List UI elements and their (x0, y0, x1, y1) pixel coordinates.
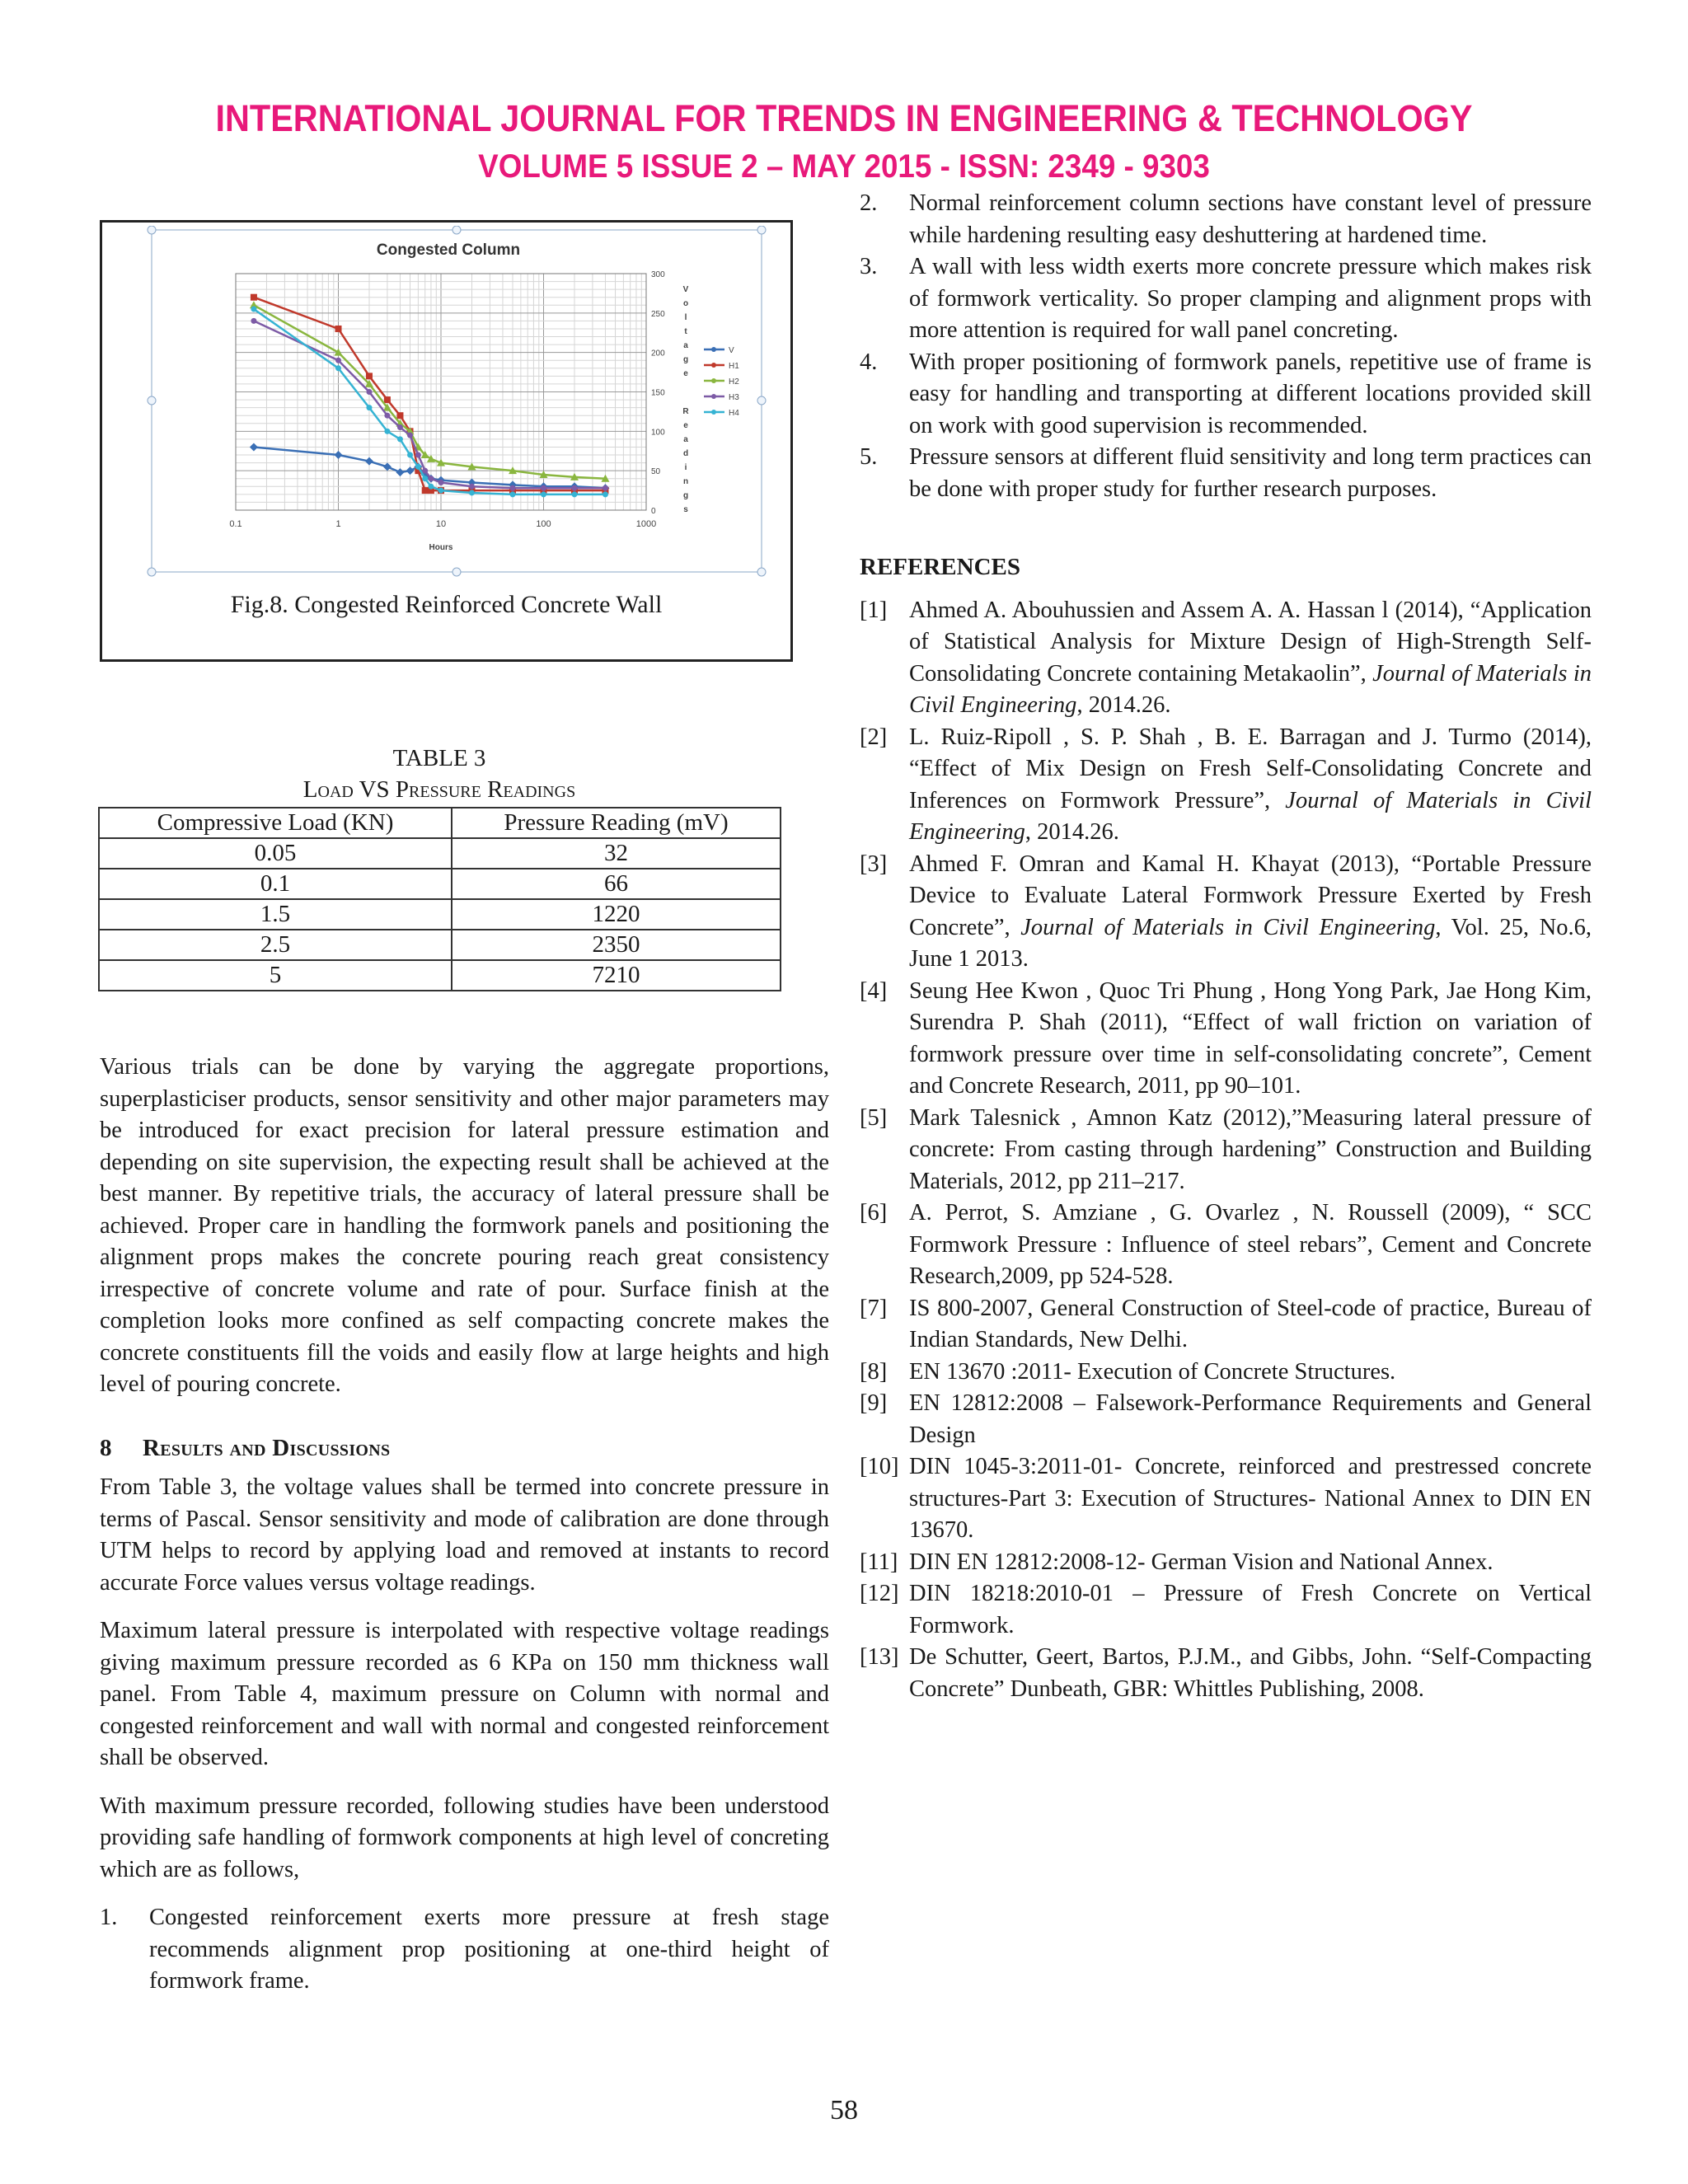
frame-handle (148, 568, 156, 576)
y-axis-label: V (682, 285, 689, 294)
list-item (100, 1902, 829, 1998)
x-axis-label: Hours (429, 543, 453, 552)
table-cell: 32 (452, 838, 781, 869)
table-cell: 5 (99, 960, 452, 991)
data-point (335, 326, 342, 332)
data-point (603, 485, 608, 491)
data-point (384, 396, 391, 403)
list-text: Congested reinforcement exerts more pressure at fresh stage recommends alignment prop positioning at one-third height of formwork frame. (149, 1905, 829, 1994)
table-cell: 2350 (452, 930, 781, 960)
legend-marker (711, 410, 716, 415)
data-point (251, 307, 256, 312)
x-tick-label: 0.1 (229, 519, 242, 529)
table-subtitle: Load VS Pressure Readings (302, 776, 576, 803)
table-header: Pressure Reading (mV) (452, 808, 781, 838)
y-tick-label: 50 (651, 467, 661, 477)
data-point (469, 484, 475, 490)
data-point (397, 436, 403, 442)
page-number: 58 (830, 2095, 858, 2125)
reference-text: DIN EN 12812:2008-12- German Vision and National Annex. (909, 1549, 1493, 1575)
reference-number: [8] (860, 1358, 888, 1385)
table-cell: 2.5 (99, 930, 452, 960)
y-axis-label: t (684, 327, 687, 336)
list-number: 4. (860, 349, 878, 375)
data-point (541, 485, 546, 491)
list-number: 5. (860, 444, 878, 470)
reference-item (860, 595, 1592, 722)
legend-marker (711, 347, 716, 352)
table-header-row (99, 808, 781, 838)
references-list (860, 595, 1592, 1706)
reference-number: [4] (860, 977, 888, 1004)
reference-item (860, 1547, 1592, 1579)
x-tick-label: 1 (335, 519, 341, 529)
reference-item (860, 1642, 1592, 1705)
list-number: 3. (860, 254, 878, 279)
data-point (366, 389, 372, 395)
frame-handle (757, 568, 766, 576)
table-row (99, 838, 781, 869)
reference-item (860, 1197, 1592, 1293)
frame-handle (452, 568, 461, 576)
reference-item (860, 849, 1592, 976)
list-number: 1. (100, 1905, 118, 1930)
table-cell: 0.1 (99, 869, 452, 899)
reference-item (860, 1103, 1592, 1198)
data-point (407, 452, 413, 458)
right-column-text (860, 188, 1592, 1705)
frame-handle (757, 396, 766, 405)
reference-item (860, 976, 1592, 1103)
y-axis-label-2: a (683, 435, 688, 444)
reference-item (860, 1451, 1592, 1547)
y-tick-label: 0 (651, 507, 656, 516)
data-point (407, 433, 413, 438)
reference-journal: Journal of Materials in Civil Engineering (909, 787, 1592, 845)
frame-handle (757, 226, 766, 234)
y-axis-label: a (683, 341, 688, 350)
data-point (251, 294, 257, 301)
legend-label: H3 (729, 393, 739, 402)
reference-text: EN 12812:2008 – Falsework-Performance Requirements and General Design (909, 1390, 1592, 1448)
section-heading (100, 1432, 829, 1465)
reference-text: Seung Hee Kwon , Quoc Tri Phung , Hong Yong Park, Jae Hong Kim, Surendra P. Shah (2011), “Effect of wall friction on variation of formwork pressure over time in self-consolidating concrete”, Cement and Concrete Research, 2011, pp 90–101. (909, 977, 1592, 1099)
data-point (384, 413, 390, 419)
y-axis-label-2: R (682, 407, 689, 416)
data-point (366, 373, 373, 379)
legend-label: V (729, 346, 734, 355)
y-axis-label-2: d (682, 449, 689, 458)
reference-number: [12] (860, 1581, 899, 1606)
reference-item (860, 722, 1592, 849)
section-title: Results and Discussions (143, 1434, 391, 1461)
data-point (251, 318, 256, 324)
references-heading: REFERENCES (860, 554, 1020, 580)
list-text: A wall with less width exerts more concrete pressure which makes risk of formwork verticality. So proper clamping and alignment props with more attention is required for wall panel concreting. (909, 254, 1592, 343)
reference-item (860, 1357, 1592, 1389)
reference-number: [6] (860, 1200, 888, 1226)
data-point (422, 487, 429, 494)
body-paragraph: Various trials can be done by varying the aggregate proportions, superplasticiser products, sensor sensitivity and other major parameters may be introduced for exact precision for lateral pressure estimation and depending on site supervision, the expecting result shall be achieved at the best manner. By repetitive trials, the accuracy of lateral pressure shall be achieved. Proper care in handling the formwork panels and positioning the alignment props makes the concrete pouring reach great consistency irrespective of concrete volume and rate of pour. Surface finish at the completion looks more confined as self compacting concrete makes the concrete constituents fill the voids and easily flow at large heights and high level of pouring concrete. (100, 1054, 829, 1397)
y-tick-label: 300 (651, 270, 665, 279)
table-row (99, 899, 781, 930)
frame-handle (148, 226, 156, 234)
data-point (422, 468, 428, 474)
table-cell: 7210 (452, 960, 781, 991)
y-axis-label-2: e (683, 421, 688, 430)
y-axis-label: l (684, 313, 687, 322)
list-text: With proper positioning of formwork panels, repetitive use of frame is easy for handling and transporting at different locations provided skill on work with good supervision is recommended. (909, 349, 1592, 438)
x-tick-label: 1000 (635, 519, 657, 529)
reference-number: [11] (860, 1549, 898, 1575)
journal-title: INTERNATIONAL JOURNAL FOR TRENDS IN ENGINEERING & TECHNOLOGY (215, 97, 1473, 139)
frame-handle (148, 396, 156, 405)
reference-item (860, 1578, 1592, 1642)
reference-text: Ahmed A. Abouhussien and Assem A. A. Hassan l (2014), “Application of Statistical Analysis for Mixture Design of High-Strength Self-Consolidating Concrete containing Metakaolin”, Journal of Materials in Civil Engineering, 2014.26. (909, 597, 1592, 718)
data-point (396, 412, 403, 419)
section-number: 8 (100, 1434, 112, 1461)
reference-journal: Journal of Materials in Civil Engineering (1020, 914, 1436, 940)
list-text: Normal reinforcement column sections have constant level of pressure while hardening resulting easy deshuttering at hardened time. (909, 190, 1592, 248)
data-point (397, 424, 403, 430)
table-title: TABLE 3 (392, 745, 486, 771)
y-axis-label: e (683, 369, 688, 378)
data-point (422, 476, 428, 481)
reference-number: [3] (860, 851, 888, 877)
data-point (469, 490, 475, 495)
reference-number: [7] (860, 1295, 888, 1321)
data-point (510, 485, 516, 491)
legend-label: H4 (729, 409, 739, 418)
data-point (571, 491, 577, 497)
y-axis-label-2: s (683, 505, 688, 514)
reference-text: Mark Talesnick , Amnon Katz (2012),”Measuring lateral pressure of concrete: From casting through hardening” Construction and Building Materials, 2012, pp 211–217. (909, 1104, 1592, 1194)
y-tick-label: 200 (651, 349, 665, 359)
y-tick-label: 150 (651, 388, 665, 398)
y-axis-label: g (682, 355, 689, 364)
list-text: Pressure sensors at different fluid sensitivity and long term practices can be done with proper study for further research purposes. (909, 444, 1592, 502)
reference-number: [13] (860, 1644, 899, 1670)
reference-item (860, 1293, 1592, 1357)
x-tick-label: 100 (536, 519, 551, 529)
body-paragraph: From Table 3, the voltage values shall be termed into concrete pressure in terms of Pascal. Sensor sensitivity and mode of calibration are done through UTM helps to record by applying load and removed at instants to record accurate Force values versus voltage readings. (100, 1474, 829, 1596)
body-paragraph: With maximum pressure recorded, following studies have been understood providing safe handling of formwork components at high level of concreting which are as follows, (100, 1793, 829, 1882)
list-number: 2. (860, 190, 878, 216)
data-point (603, 491, 608, 497)
legend-marker (711, 394, 716, 399)
y-axis-label: o (682, 299, 689, 308)
table-cell: 66 (452, 869, 781, 899)
figure-box (100, 220, 793, 662)
table-row (99, 930, 781, 960)
list-item (860, 251, 1592, 347)
legend-label: H2 (729, 377, 739, 387)
list-item (860, 347, 1592, 443)
list-item (860, 188, 1592, 251)
table-cell: 0.05 (99, 838, 452, 869)
table-cell: 1220 (452, 899, 781, 930)
data-point (366, 405, 372, 410)
data-point (384, 429, 390, 434)
left-column-text (100, 1052, 829, 1998)
data-point (438, 480, 444, 485)
reference-text: IS 800-2007, General Construction of Steel-code of practice, Bureau of Indian Standards, New Delhi. (909, 1295, 1592, 1352)
data-point (438, 488, 444, 494)
congested-column-chart (119, 226, 778, 588)
reference-item (860, 1388, 1592, 1451)
data-point (571, 485, 577, 491)
reference-text: Ahmed F. Omran and Kamal H. Khayat (2013), “Portable Pressure Device to Evaluate Lateral Formwork Pressure Exerted by Fresh Concrete”, Journal of Materials in Civil Engineering, Vol. 25, No.6, June 1 2013. (909, 851, 1592, 972)
reference-number: [10] (860, 1454, 899, 1479)
data-point (428, 484, 434, 490)
legend-label: H1 (729, 362, 739, 371)
legend-marker (711, 378, 716, 383)
reference-number: [9] (860, 1390, 888, 1416)
y-axis-label-2: i (684, 463, 687, 472)
data-point (428, 476, 434, 481)
y-tick-label: 250 (651, 309, 665, 319)
load-pressure-table (98, 807, 781, 991)
reference-number: [5] (860, 1104, 888, 1131)
reference-text: DIN 1045-3:2011-01- Concrete, reinforced and prestressed concrete structures-Part 3: Execution of Structures- National Annex to DIN EN 13670. (909, 1454, 1592, 1543)
chart-title: Congested Column (376, 241, 521, 259)
reference-number: [2] (860, 724, 888, 750)
legend-marker (711, 363, 716, 368)
x-tick-label: 10 (435, 519, 447, 529)
reference-text: L. Ruiz-Ripoll , S. P. Shah , B. E. Barragan and J. Turmo (2014), “Effect of Mix Design on Fresh Self-Consolidating Concrete and Inferences on Formwork Pressure”, Journal of Materials in Civil Engineering, 2014.26. (909, 724, 1592, 845)
y-axis-label-2: n (682, 477, 689, 486)
journal-issue: VOLUME 5 ISSUE 2 – MAY 2015 - ISSN: 2349 - 9303 (478, 148, 1210, 185)
y-axis-label-2: g (682, 491, 689, 500)
body-paragraph: Maximum lateral pressure is interpolated with respective voltage readings giving maximum pressure recorded as 6 KPa on 150 mm thickness wall panel. From Table 4, maximum pressure on Column with normal and congested reinforcement and wall with normal and congested reinforcement shall be observed. (100, 1618, 829, 1770)
table-header: Compressive Load (KN) (99, 808, 452, 838)
data-point (335, 358, 341, 363)
data-point (541, 491, 546, 497)
figure-caption: Fig.8. Congested Reinforced Concrete Wall (230, 591, 663, 618)
table-cell: 1.5 (99, 899, 452, 930)
table-row (99, 869, 781, 899)
data-point (510, 491, 516, 497)
data-point (335, 365, 341, 371)
y-tick-label: 100 (651, 428, 665, 438)
table-row (99, 960, 781, 991)
reference-journal: Journal of Materials in Civil Engineering (909, 660, 1592, 718)
reference-text: De Schutter, Geert, Bartos, P.J.M., and Gibbs, John. “Self-Compacting Concrete” Dunbeath, GBR: Whittles Publishing, 2008. (909, 1644, 1592, 1702)
list-item (860, 442, 1592, 505)
reference-number: [1] (860, 597, 888, 623)
reference-text: A. Perrot, S. Amziane , G. Ovarlez , N. Roussell (2009), “ SCC Formwork Pressure : Influence of steel rebars”, Cement and Concrete Research,2009, pp 524-528. (909, 1200, 1592, 1289)
reference-text: EN 13670 :2011- Execution of Concrete Structures. (909, 1358, 1396, 1385)
frame-handle (452, 226, 461, 234)
reference-text: DIN 18218:2010-01 – Pressure of Fresh Concrete on Vertical Formwork. (909, 1581, 1592, 1638)
data-point (415, 452, 421, 458)
data-point (415, 464, 421, 470)
